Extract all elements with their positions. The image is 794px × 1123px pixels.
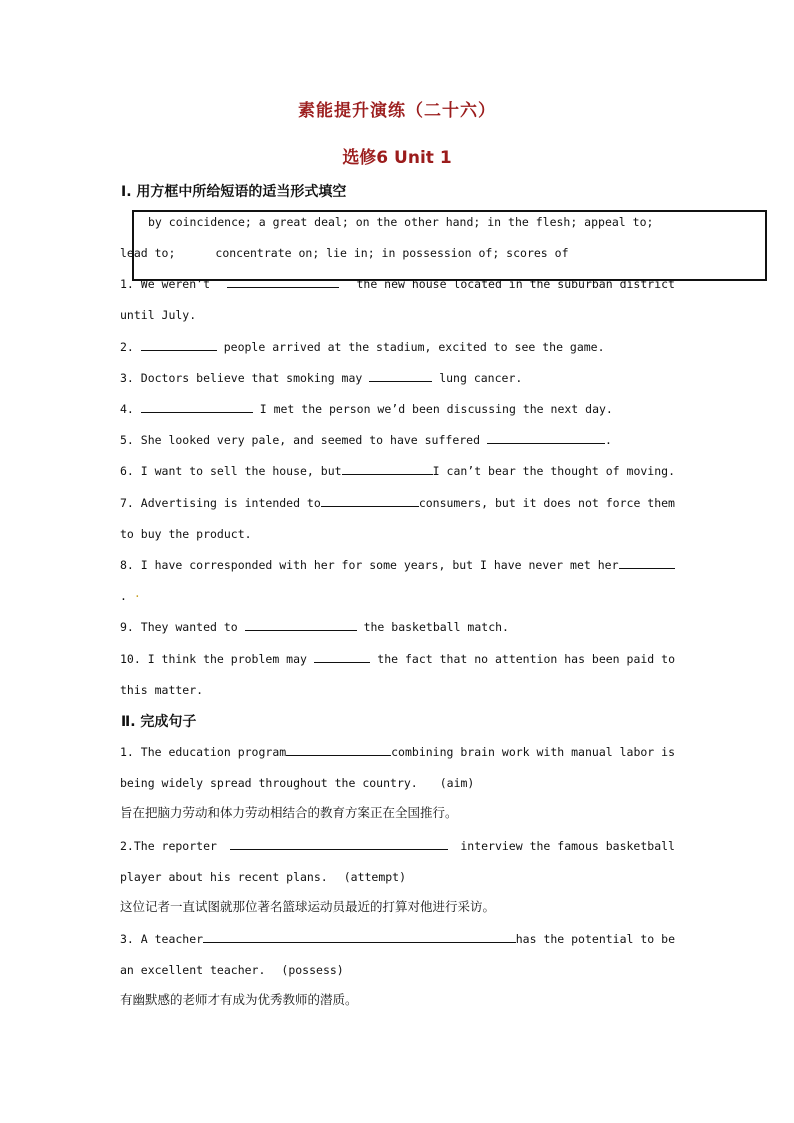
question-5-text-a: 5. She looked very pale, and seemed to have suffered: [120, 433, 481, 447]
question-4-text-b: I met the person we’d been discussing the next day.: [259, 402, 613, 416]
sentence-3-text-c: an excellent teacher.: [120, 963, 266, 977]
question-6-text-a: 6. I want to sell the house, but: [120, 464, 342, 478]
sentence-3-text-b: has the potential to be: [515, 932, 675, 946]
phrase-lead-to: lead to;: [120, 246, 176, 260]
question-3-text-b: lung cancer.: [439, 371, 523, 385]
question-1-text-b: the new house located in the suburban district: [356, 277, 675, 291]
sentence-1-text-a: 1. The education program: [120, 745, 287, 759]
question-10-cont: this matter.: [120, 683, 204, 697]
answer-blank[interactable]: [203, 931, 516, 943]
question-9: [120, 619, 675, 635]
question-5-text-b: .: [604, 433, 612, 447]
sentence-1-text-c: being widely spread throughout the country.: [120, 776, 418, 790]
question-7-cont: to buy the product.: [120, 527, 252, 541]
sentence-1-text-b: combining brain work with manual labor is: [391, 745, 675, 759]
sentence-2-text-a: 2.The reporter: [120, 839, 217, 853]
answer-blank[interactable]: [619, 557, 676, 569]
question-9-text-a: 9. They wanted to: [120, 620, 238, 634]
phrase-box-line-2: [120, 245, 675, 261]
phrase-list-rest: concentrate on; lie in; in possession of; scores of: [215, 246, 569, 260]
answer-blank[interactable]: [227, 276, 339, 288]
page-subtitle: 选修6 Unit 1: [342, 148, 452, 168]
sentence-1-cont: [120, 775, 675, 791]
question-3: [120, 370, 675, 386]
sentence-3-translation: 有幽默感的老师才有成为优秀教师的潜质。: [120, 992, 358, 1007]
sentence-2-hint: (attempt): [343, 870, 407, 884]
answer-blank[interactable]: [245, 619, 357, 631]
question-5: [120, 432, 675, 448]
question-1-text-a: 1. We weren’t: [120, 277, 211, 291]
answer-blank[interactable]: [487, 432, 605, 444]
question-3-text-a: 3. Doctors believe that smoking may: [120, 371, 363, 385]
question-4-text-a: 4.: [120, 402, 134, 416]
question-7: [120, 495, 675, 511]
answer-blank[interactable]: [321, 495, 419, 507]
sentence-3-hint: (possess): [281, 963, 344, 977]
sentence-1-hint: (aim): [439, 776, 475, 790]
question-8: [120, 557, 675, 573]
answer-blank[interactable]: [342, 463, 433, 475]
section-1-heading: Ⅰ. 用方框中所给短语的适当形式填空: [121, 184, 347, 200]
question-2-text-a: 2.: [120, 340, 134, 354]
question-1: [120, 276, 675, 292]
section-2-heading: Ⅱ. 完成句子: [121, 714, 197, 730]
question-8-text-a: 8. I have corresponded with her for some years, but I have never met her: [120, 558, 619, 572]
question-10: [120, 651, 675, 667]
sentence-2-text-c: player about his recent plans.: [120, 870, 328, 884]
sentence-2-text-b: interview the famous basketball: [460, 839, 675, 853]
answer-blank[interactable]: [286, 744, 391, 756]
sentence-3-cont: [120, 962, 675, 978]
question-7-text-b: consumers, but it does not force them: [418, 496, 675, 510]
sentence-3-text-a: 3. A teacher: [120, 932, 204, 946]
sentence-1: [120, 744, 675, 760]
question-7-text-a: 7. Advertising is intended to: [120, 496, 321, 510]
sentence-2: [120, 838, 675, 854]
page-title: 素能提升演练（二十六）: [298, 101, 496, 121]
sentence-3: [120, 931, 675, 947]
question-2: [120, 339, 675, 355]
question-6: [120, 463, 675, 479]
question-10-text-b: the fact that no attention has been paid to: [377, 652, 675, 666]
question-6-text-b: I can’t bear the thought of moving.: [432, 464, 675, 478]
answer-blank[interactable]: [230, 838, 448, 850]
question-9-text-b: the basketball match.: [363, 620, 509, 634]
answer-blank[interactable]: [141, 339, 217, 351]
sentence-2-translation: 这位记者一直试图就那位著名篮球运动员最近的打算对他进行采访。: [120, 899, 496, 914]
decorative-dot: ·: [133, 589, 141, 603]
answer-blank[interactable]: [369, 370, 432, 382]
answer-blank[interactable]: [141, 401, 253, 413]
question-2-text-b: people arrived at the stadium, excited to see the game.: [223, 340, 605, 354]
answer-blank[interactable]: [314, 651, 370, 663]
question-8-text-b: .: [120, 589, 127, 603]
question-4: [120, 401, 675, 417]
question-8-cont: [120, 588, 675, 604]
phrase-box-line-1: by coincidence; a great deal; on the other hand; in the flesh; appeal to;: [148, 215, 654, 229]
sentence-1-translation: 旨在把脑力劳动和体力劳动相结合的教育方案正在全国推行。: [120, 805, 458, 820]
question-10-text-a: 10. I think the problem may: [120, 652, 307, 666]
question-1-cont: until July.: [120, 308, 197, 322]
sentence-2-cont: [120, 869, 675, 885]
